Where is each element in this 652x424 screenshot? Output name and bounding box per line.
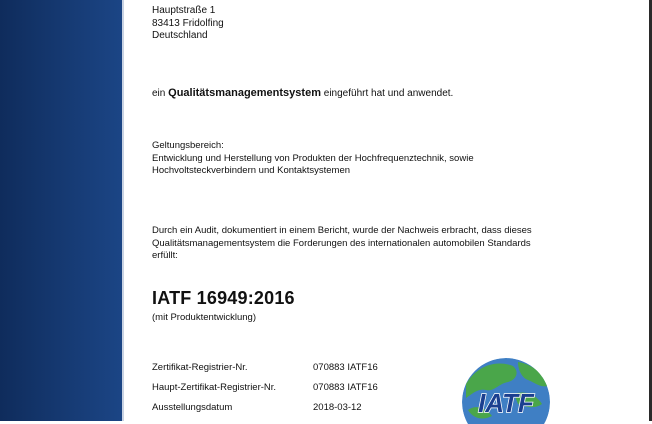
standard-title: IATF 16949:2016	[152, 288, 295, 308]
registry-value: 070883 IATF16	[313, 362, 378, 373]
scope-line-2: Hochvoltsteckverbindern und Kontaktsystemen	[152, 165, 351, 176]
registry-label: Zertifikat-Registrier-Nr.	[152, 362, 248, 373]
address-street: Hauptstraße 1	[152, 5, 216, 16]
iatf-logo	[458, 354, 554, 424]
statement-prefix: ein	[152, 88, 166, 99]
statement-suffix: eingeführt hat und anwendet.	[323, 88, 454, 99]
left-blue-band	[0, 0, 122, 421]
address-city: 83413 Fridolfing	[152, 17, 224, 29]
scope-line-1: Entwicklung und Herstellung von Produkten der Hochfrequenztechnik, sowie	[152, 152, 474, 164]
company-address	[152, 5, 224, 43]
registry-value: 2018-03-12	[313, 402, 362, 413]
management-system-name: Qualitätsmanagementsystem	[168, 87, 321, 99]
band-edge-divider	[122, 0, 124, 421]
audit-section	[152, 225, 532, 263]
address-country: Deutschland	[152, 30, 208, 41]
logo-lettering: IATF	[478, 388, 534, 418]
audit-line-3: erfüllt:	[152, 250, 178, 261]
certification-statement	[152, 87, 453, 99]
registry-label: Haupt-Zertifikat-Registrier-Nr.	[152, 382, 277, 393]
audit-line-1: Durch ein Audit, dokumentiert in einem Bericht, wurde der Nachweis erbracht, dass dieses	[152, 225, 532, 236]
registry-value: 070883 IATF16	[313, 382, 378, 393]
standard-note: (mit Produktentwicklung)	[152, 312, 257, 323]
scope-section	[152, 140, 474, 178]
scope-heading: Geltungsbereich:	[152, 140, 224, 151]
audit-line-2: Qualitätsmanagementsystem die Forderungen des internationalen automobilen Standards	[152, 237, 531, 249]
registry-label: Ausstellungsdatum	[152, 402, 233, 413]
